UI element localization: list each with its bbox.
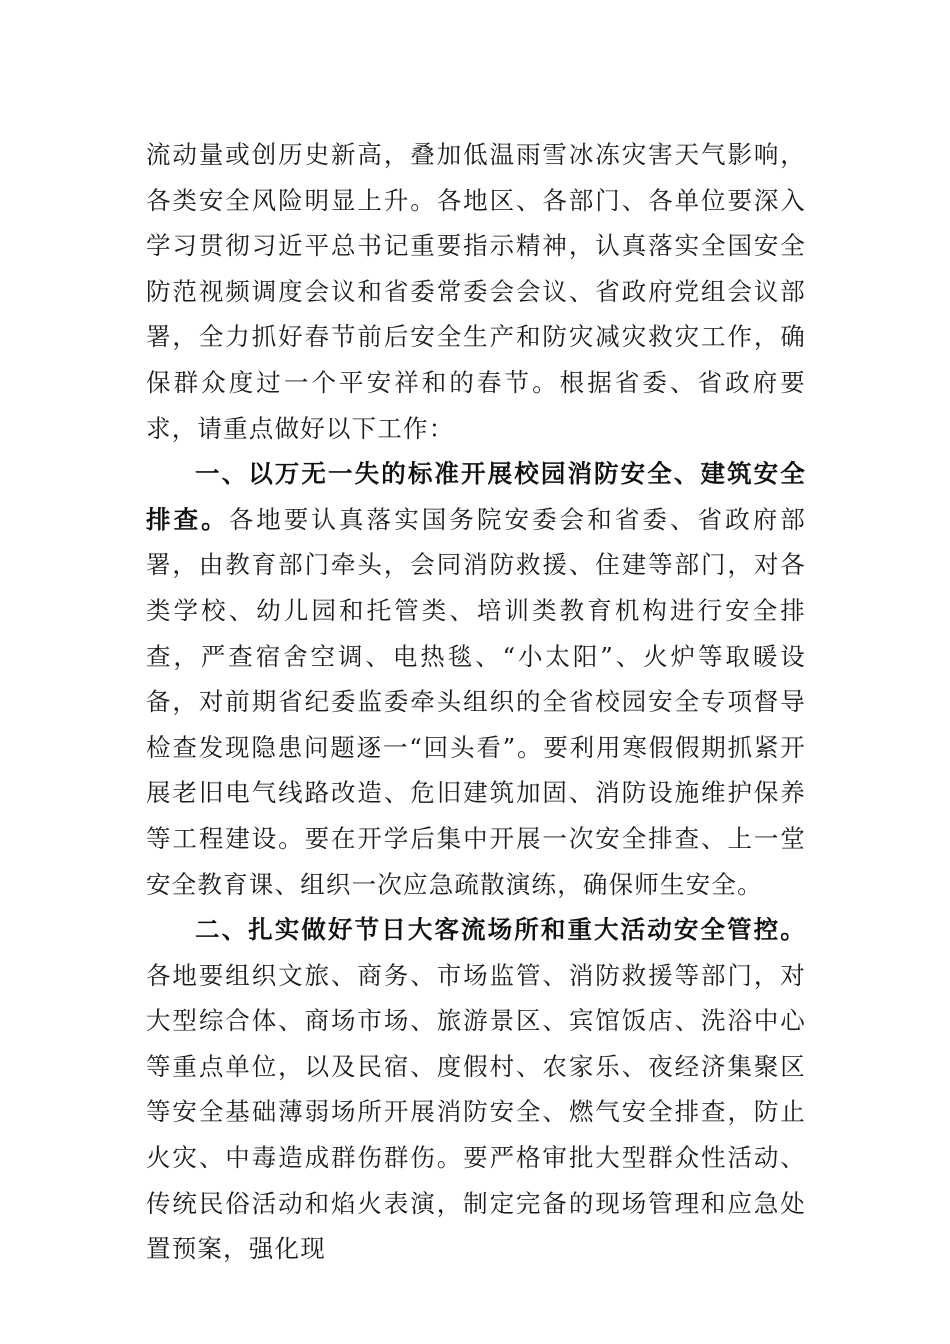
paragraph-intro-text: 流动量或创历史新高，叠加低温雨雪冰冻灾害天气影响，各类安全风险明显上升。各地区、各部门、各单位要深入学习贯彻习近平总书记重要指示精神，认真落实全国安全防范视频调度会议和省委常委会会议、省政府党组会议部署，全力抓好春节前后安全生产和防灾减灾救灾工作，确保群众度过一个平安祥和的春节。根据省委、省政府要求，请重点做好以下工作： xyxy=(146,140,806,443)
section-1-heading: 一、以万无一失的标准开展校园消防安全、建筑安全排查。 xyxy=(146,459,806,534)
paragraph-intro xyxy=(146,132,806,451)
document-page xyxy=(146,132,806,1272)
paragraph-section-1 xyxy=(146,451,806,907)
section-1-body: 各地要认真落实国务院安委会和省委、省政府部署，由教育部门牵头，会同消防救援、住建等部门，对各类学校、幼儿园和托管类、培训类教育机构进行安全排查，严查宿舍空调、电热毯、“小太阳”、火炉等取暖设备，对前期省纪委监委牵头组织的全省校园安全专项督导检查发现隐患问题逐一“回头看”。要利用寒假假期抓紧开展老旧电气线路改造、危旧建筑加固、消防设施维护保养等工程建设。要在开学后集中开展一次安全排查、上一堂安全教育课、组织一次应急疏散演练，确保师生安全。 xyxy=(146,504,806,899)
section-2-body: 各地要组织文旅、商务、市场监管、消防救援等部门，对大型综合体、商场市场、旅游景区、宾馆饭店、洗浴中心等重点单位，以及民宿、度假村、农家乐、夜经济集聚区等安全基础薄弱场所开展消防安全、燃气安全排查，防止火灾、中毒造成群伤群伤。要严格审批大型群众性活动、传统民俗活动和焰火表演，制定完备的现场管理和应急处置预案，强化现 xyxy=(146,960,806,1264)
paragraph-section-2 xyxy=(146,907,806,1272)
section-2-heading: 二、扎实做好节日大客流场所和重大活动安全管控。 xyxy=(195,915,806,945)
